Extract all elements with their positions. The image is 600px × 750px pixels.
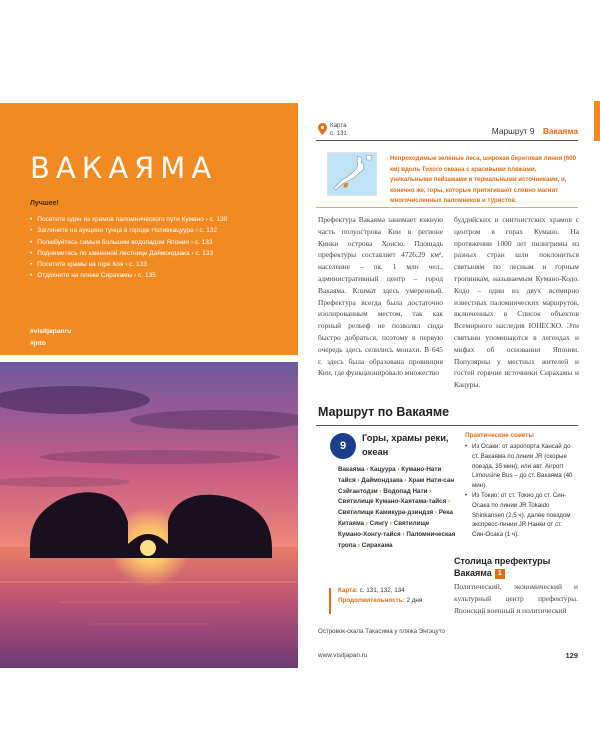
sunset-photo-illustration: [0, 362, 298, 668]
route-theme: Горы, храмы реки, океан: [362, 433, 449, 457]
tip-item: • Из Токио: от ст. Токио до ст. Син-Осака по линии JR Tokaido Shinkansen (2,5 ч), далее поездом экспресс-линии JR Нанки от ст. Син-Осака (1 ч).: [465, 491, 577, 540]
route-stop: Святилище Камикура-дзиндзя: [338, 509, 434, 517]
route-stop: Сингу: [369, 519, 389, 527]
japan-locator-map: [327, 152, 377, 196]
site-url-link[interactable]: www.visitjapan.ru: [318, 652, 368, 659]
route-stop: Храм Нати-сан Сэйгантодзи: [338, 476, 455, 495]
tips-list: [465, 442, 577, 540]
intro-highlight: Непроходимые зеленые леса, широкая береговая линия (600 км) вдоль Тихого океана с красивыми пляжами, уникальными пейзажами и термальными источниками, и, конечно же, горы, которые притягивают словно магнит многочисленных паломников и туристов.: [390, 155, 577, 204]
map-pin-icon: [318, 123, 327, 135]
capital-text: Политический, экономический и культурный центр префектуры. Японский военный и политический: [454, 582, 578, 615]
route-stop: Вакаяма: [338, 466, 365, 473]
intro-divider: [316, 207, 578, 208]
page-number: 129: [565, 651, 578, 660]
page-title: ВАКАЯМА: [30, 151, 218, 185]
hashtag[interactable]: #jnto: [30, 340, 46, 347]
route-stop: Река Китаяма: [338, 509, 453, 527]
route-stop: Кацуура: [370, 466, 396, 473]
map-reference-text: [330, 122, 347, 138]
route-number-badge: 9: [330, 433, 356, 459]
title-panel: [0, 103, 298, 355]
route-stop: Даймондзака: [361, 476, 403, 484]
best-item: • Загляните на аукцион тунца в городе Нативкацуура › с. 132: [30, 225, 290, 236]
route-map-pages: с. 131, 132, 134: [359, 587, 405, 594]
route-stop: Кумано-Нати тайся: [338, 466, 442, 484]
route-name: Вакаяма: [542, 126, 578, 136]
route-details: [338, 586, 456, 606]
route-label: Маршрут 9: [491, 126, 535, 136]
route-stop: Святилище Кумано-Хонгу-тайся: [338, 519, 430, 538]
section-divider: [316, 425, 578, 426]
best-item: • Посетите один из храмов паломнического пути Кумано › с. 130: [30, 214, 290, 225]
header-divider: [316, 140, 578, 141]
sunset-photo: [0, 362, 298, 668]
best-item: • Поднимитесь по каменной лестнице Даймондзака › с. 133: [30, 248, 290, 259]
best-label: Лучшее!: [30, 200, 59, 207]
best-item: • Полюбуйтесь самым большим водопадом Японии › с. 133: [30, 237, 290, 248]
map-reference[interactable]: [318, 121, 398, 139]
photo-caption: Островок-скала Такасима у пляжа Энгэцуто: [318, 628, 445, 635]
best-item: • Посетите храмы на горе Коя › с. 133: [30, 259, 290, 270]
body-column-2: буддийских и синтоистских храмов с центром в горах Кумано. На протяжении 1000 лет пилигримы из разных стран шли поклониться святыням по лесным и горным тропинкам, называемым Кумано-Кодо. Кодо – один из двух всемирно известных паломнических маршрутов, включенных в Список объектов Всемирного наследия ЮНЕСКО. Эти святыни упоминаются в легендах и мифах об основании Японии. Популярны у местных жителей и гостей горячие источники Сирахамы и Кацуры.: [454, 215, 579, 390]
capital-number-badge: 1: [495, 569, 505, 579]
running-header: [492, 126, 578, 136]
route-stop: Паломническая тропа: [338, 530, 456, 549]
best-item: • Отдохните на пляже Сирахамы › с. 135: [30, 270, 290, 281]
best-list: [30, 214, 290, 282]
route-map-line: [338, 586, 456, 596]
route-stops: Вакаяма › Кацуура › Кумано-Нати тайся › Даймондзака › Храм Нати-сан Сэйгантодзи › Водопад Нати › Святилище Кумано-Хаятама-тайся › Святилище Камикура-дзиндзя › Река Китаяма › Сингу › Святилище Кумано-Хонгу-тайся › Паломническая тропа › Сирахама: [338, 466, 456, 549]
map-label: Карта: [330, 122, 347, 129]
route-duration-line: [338, 596, 456, 606]
route-stop: Водопад Нати: [383, 487, 428, 495]
hashtag[interactable]: #visitjapanru: [30, 328, 72, 335]
capital-title: [454, 556, 578, 579]
tip-item: • Из Осаки: от аэропорта Кансай до ст. Вакаяма по линии JR (скорые поезда, 35 мин); или авт. Airport Limousine Bus – до ст. Вакаяма (40 мин).: [465, 442, 577, 491]
body-column-1: Префектура Вакаяма занимает южную часть полуострова Кии в регионе Кинки острова Хонсю. Площадь префектуры составляет 4726,29 км², население – ок. 1 млн чел., административный центр – город Вакаяма. Климат здесь умеренный. Префектура всегда была достаточно изолированным местом, так как горный рельеф не позволял сюда быстро добраться, поэтому в первую очередь здесь селились монахи. В 645 г. здесь была образована провинция Кии, где функционировало множество: [318, 215, 443, 378]
tips-title: Практические советы: [465, 432, 534, 439]
route-section-title: Маршрут по Вакаяме: [318, 405, 450, 419]
details-accent-bar: [329, 588, 331, 614]
route-stop: Сирахама: [361, 541, 393, 549]
hashtags: [30, 326, 71, 350]
route-duration-label: Продолжительность:: [338, 597, 405, 604]
japan-map-icon: [328, 153, 376, 195]
chapter-tab: [594, 101, 600, 141]
map-page: с. 131: [330, 130, 347, 137]
route-map-label: Карта:: [338, 587, 358, 594]
route-stop: Святилище Кумано-Хаятама-тайся: [338, 498, 447, 506]
capital-title-text: Столица префектуры Вакаяма: [454, 556, 551, 578]
route-duration: 2 дня: [406, 597, 423, 604]
